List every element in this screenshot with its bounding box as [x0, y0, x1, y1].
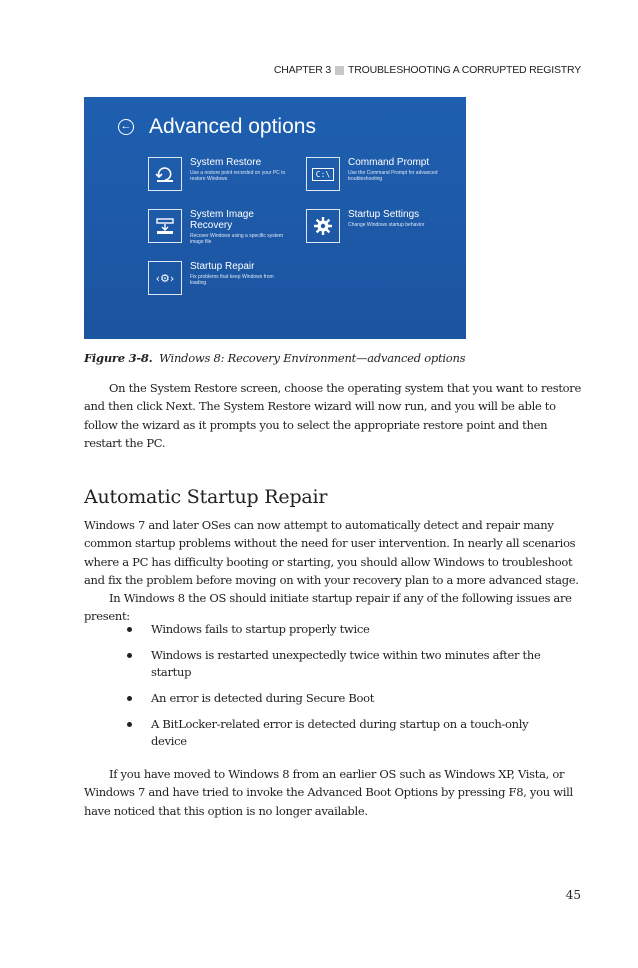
- startup-repair-icon: [148, 261, 182, 295]
- paragraph-f8-note: If you have moved to Windows 8 from an earlier OS such as Windows XP, Vista, or Windows 7 and have tried to invoke the Advanced Boot Options by pressing F8, you will have noticed that this option is no longer available.: [84, 767, 573, 818]
- list-item: Windows is restarted unexpectedly twice within two minutes after the startup: [124, 647, 544, 681]
- startup-repair-conditions-list: [124, 621, 544, 759]
- chapter-label: CHAPTER 3: [273, 64, 332, 76]
- paragraph-windows8-conditions: In Windows 8 the OS should initiate startup repair if any of the following issues are present:: [84, 591, 572, 624]
- tile-name: Startup Settings: [348, 209, 420, 220]
- back-arrow-icon: ←: [118, 119, 134, 135]
- advanced-options-screenshot: [84, 97, 466, 339]
- section-heading: Automatic Startup Repair: [84, 486, 328, 508]
- command-prompt-icon: [306, 157, 340, 191]
- list-item: A BitLocker-related error is detected during startup on a touch-only device: [124, 716, 544, 750]
- tile-description: Fix problems that keep Windows from loading: [190, 274, 274, 286]
- command-prompt-glyph: C:\: [312, 168, 334, 181]
- tile-description: Change Windows startup behavior: [348, 222, 425, 228]
- tile-name: Command Prompt: [348, 157, 430, 168]
- tile-description: Use the Command Prompt for advanced troubleshooting: [348, 170, 438, 182]
- screen-title: Advanced options: [149, 115, 316, 138]
- tile-system-restore: [148, 157, 290, 191]
- tile-startup-settings: [306, 209, 448, 243]
- tile-description: Use a restore point recorded on your PC to restore Windows: [190, 170, 286, 182]
- system-restore-icon: [148, 157, 182, 191]
- tile-name: Startup Repair: [190, 261, 255, 272]
- startup-repair-glyph: ‹⚙›: [155, 271, 175, 285]
- header-separator: [335, 66, 344, 75]
- tile-name: System Restore: [190, 157, 262, 168]
- page-number: 45: [565, 888, 581, 902]
- figure-caption: [84, 351, 465, 365]
- paragraph-system-restore: On the System Restore screen, choose the operating system that you want to restore and then click Next. The System Restore wizard will now run, and you will be able to follow the wizard as it prompts you to select the appropriate restore point and then restart the PC.: [84, 381, 581, 451]
- tile-system-image-recovery: [148, 209, 290, 245]
- figure-caption-text: Windows 8: Recovery Environment—advanced options: [159, 351, 466, 365]
- system-image-recovery-icon: [148, 209, 182, 243]
- gear-icon: [306, 209, 340, 243]
- list-item: An error is detected during Secure Boot: [124, 690, 544, 707]
- list-item: Windows fails to startup properly twice: [124, 621, 544, 638]
- paragraph-auto-repair-intro: Windows 7 and later OSes can now attempt to automatically detect and repair many common startup problems without the need for user intervention. In nearly all scenarios where a PC has difficulty booting or starting, you should allow Windows to troubleshoot and fix the problem before moving on with your recovery plan to a more advanced stage.: [84, 518, 579, 588]
- tile-description: Recover Windows using a specific system image file: [190, 233, 284, 245]
- chapter-title: TROUBLESHOOTING A CORRUPTED REGISTRY: [348, 64, 581, 76]
- tile-startup-repair: [148, 261, 290, 295]
- tile-name: System Image Recovery: [190, 209, 254, 231]
- running-header: [274, 64, 581, 76]
- tile-command-prompt: [306, 157, 448, 191]
- figure-label: Figure 3-8.: [84, 351, 153, 365]
